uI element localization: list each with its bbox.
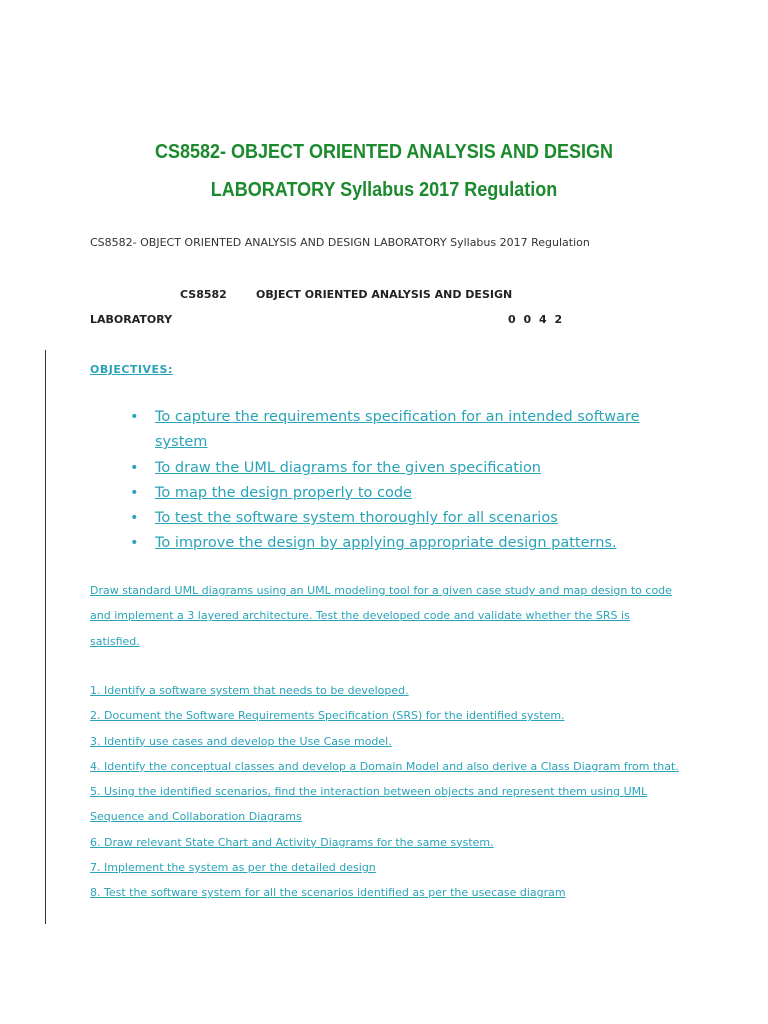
course-name-line2: LABORATORY [90, 313, 173, 326]
lab-exercise-text[interactable]: 1. Identify a software system that needs to be developed. [90, 684, 409, 697]
lab-exercise-text[interactable]: 7. Implement the system as per the detailed design [90, 861, 376, 875]
lab-exercise-item[interactable] [90, 855, 680, 880]
lab-exercise-text[interactable]: 6. Draw relevant State Chart and Activity Diagrams for the same system. [90, 835, 494, 849]
objective-item[interactable] [130, 405, 670, 456]
page-title-line2: LABORATORY Syllabus 2017 Regulation [210, 179, 558, 201]
bullet-icon: • [130, 484, 139, 501]
course-code: CS8582 [180, 288, 227, 301]
objective-text[interactable]: To test the software system thoroughly for all scenarios [155, 510, 558, 527]
lab-exercise-text[interactable]: 4. Identify the conceptual classes and develop a Domain Model and also derive a Class Diagram from that. [90, 759, 679, 773]
objective-item[interactable] [130, 531, 670, 556]
lab-exercise-text[interactable]: 2. Document the Software Requirements Specification (SRS) for the identified system. [90, 709, 565, 723]
lab-exercise-item[interactable] [90, 830, 680, 855]
course-name-line1: OBJECT ORIENTED ANALYSIS AND DESIGN [256, 288, 513, 301]
lab-exercise-text[interactable]: 5. Using the identified scenarios, find the interaction between objects and represent them using UML Sequence and Collaboration Diagrams [90, 785, 648, 824]
intro-paragraph[interactable]: Draw standard UML diagrams using an UML modeling tool for a given case study and map design to code and implement a 3 layered architecture. Test the developed code and validate whether the SRS is satisfied. [90, 584, 672, 648]
page-subtitle: CS8582- OBJECT ORIENTED ANALYSIS AND DESIGN LABORATORY Syllabus 2017 Regulation [90, 236, 590, 249]
objective-item[interactable] [130, 456, 670, 481]
lab-exercises-list [90, 678, 680, 906]
course-credits: 0 0 4 2 [508, 313, 565, 326]
page-title-line1: CS8582- OBJECT ORIENTED ANALYSIS AND DESIGN [154, 141, 614, 163]
objective-text[interactable]: To improve the design by applying appropriate design patterns. [155, 535, 617, 552]
objective-text[interactable]: To map the design properly to code [155, 484, 412, 501]
objectives-list [130, 405, 670, 557]
lab-exercise-item[interactable] [90, 754, 680, 779]
lab-exercise-item[interactable] [90, 678, 680, 703]
bullet-icon: • [130, 510, 139, 527]
bullet-icon: • [130, 535, 139, 552]
objective-text[interactable]: To capture the requirements specification for an intended software system [155, 409, 640, 451]
objective-item[interactable] [130, 506, 670, 531]
lab-exercise-item[interactable] [90, 779, 680, 830]
bullet-icon: • [130, 409, 139, 425]
left-margin-rule [45, 350, 46, 924]
objective-text[interactable]: To draw the UML diagrams for the given specification [155, 459, 541, 476]
lab-exercise-item[interactable] [90, 880, 680, 905]
lab-exercise-text[interactable]: 8. Test the software system for all the scenarios identified as per the usecase diagram [90, 886, 566, 900]
lab-exercise-text[interactable]: 3. Identify use cases and develop the Use Case model. [90, 734, 392, 748]
bullet-icon: • [130, 459, 139, 476]
lab-exercise-item[interactable] [90, 703, 680, 728]
objectives-heading[interactable]: OBJECTIVES: [90, 363, 173, 376]
lab-exercise-item[interactable] [90, 729, 680, 754]
objective-item[interactable] [130, 481, 670, 506]
